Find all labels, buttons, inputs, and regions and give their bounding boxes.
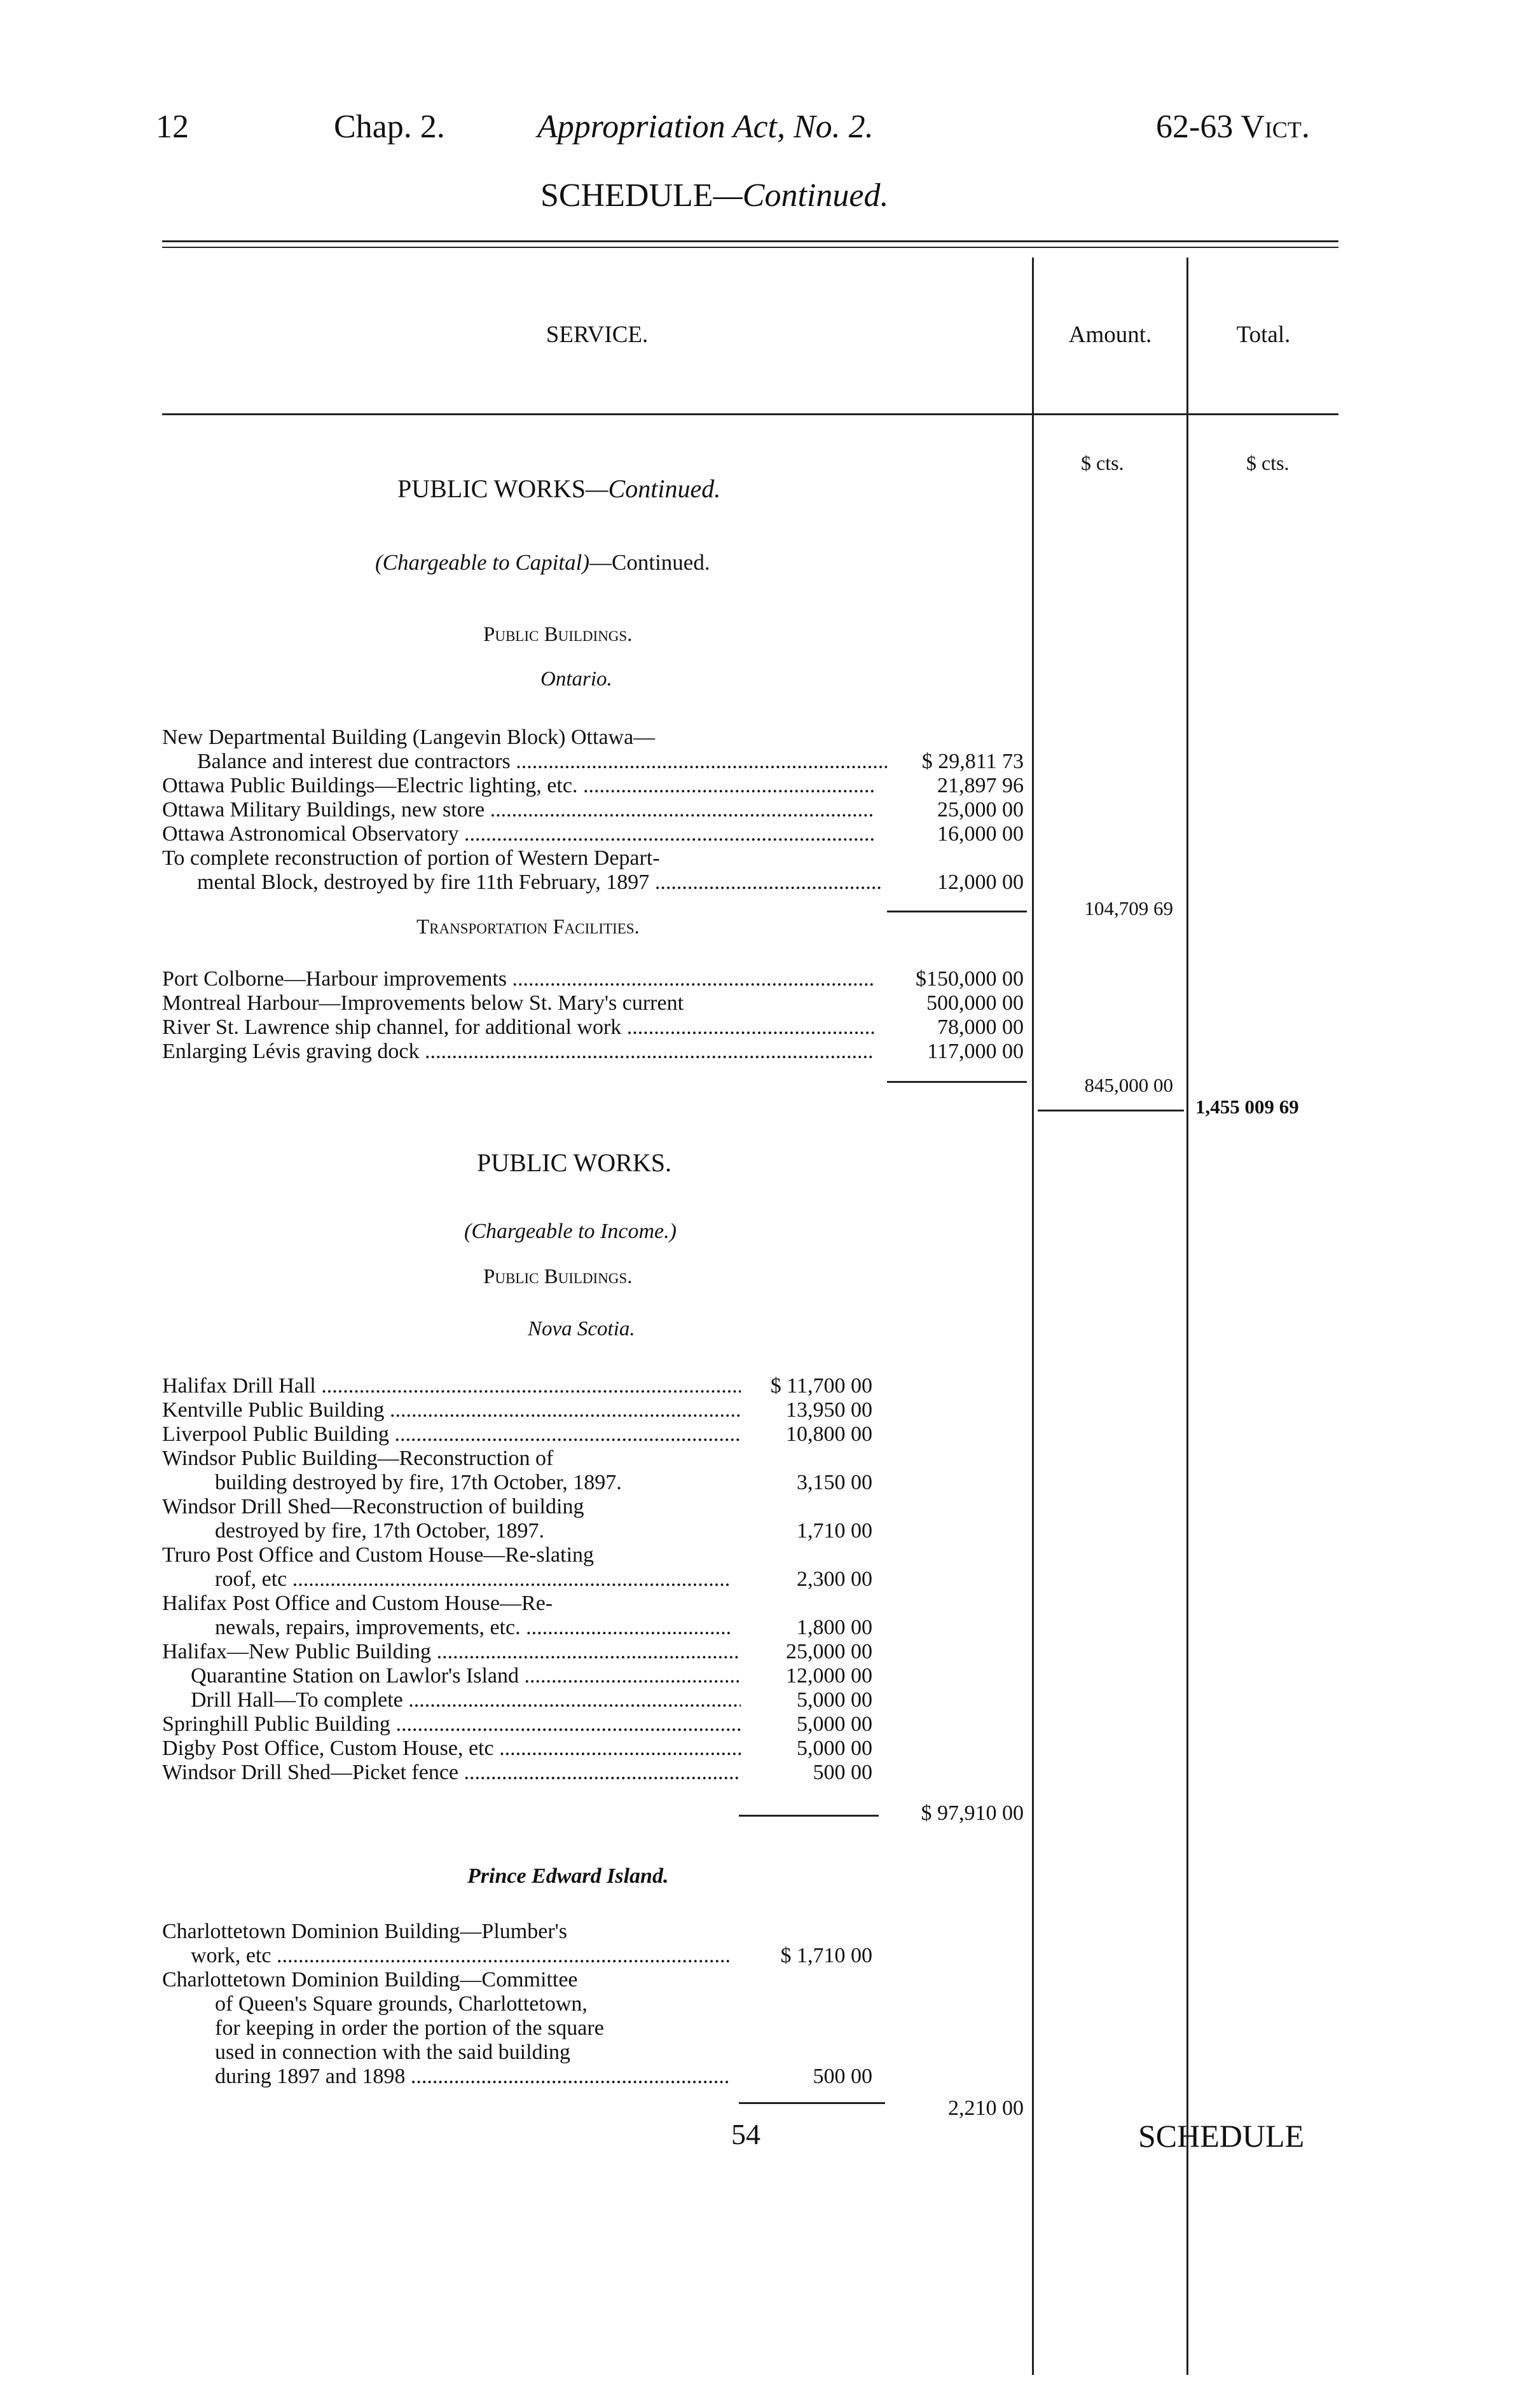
ns-item-0-amount: $ 11,700 00 [770, 1374, 872, 1398]
amount-units: $ cts. [1081, 451, 1124, 474]
ns-item-4-amount: 1,710 00 [797, 1519, 872, 1543]
ns-item-5-line1: Truro Post Office and Custom House—Re-slating [162, 1543, 595, 1567]
ontario-subtotal-rule [887, 911, 1027, 912]
schedule-title-suffix: —Continued. [713, 177, 889, 214]
page-folio: 54 [731, 2118, 760, 2150]
ontario-item-4-amount: 12,000 00 [937, 870, 1024, 894]
ns-item-9-label: Drill Hall—To complete ..... [191, 1688, 741, 1713]
transport-item-2-amount: 78,000 00 [937, 1015, 1024, 1039]
ontario-item-2-label: Ottawa Military Buildings, new store ..... [162, 797, 874, 823]
column-heading-amount: Amount. [1068, 322, 1152, 348]
ns-item-10-amount: 5,000 00 [797, 1712, 872, 1736]
transportation-heading: Transportation Facilities. [416, 916, 640, 939]
pei-item-1-line5: during 1897 and 1898 ..... [215, 2064, 730, 2089]
page-number: 12 [156, 109, 189, 145]
transport-item-0-label: Port Colborne—Harbour improvements ..... [162, 967, 874, 992]
capital-public-buildings: Public Buildings. [483, 623, 633, 646]
pei-item-0-amount: $ 1,710 00 [780, 1944, 872, 1967]
ns-item-3-amount: 3,150 00 [797, 1471, 872, 1494]
ontario-item-0-amount: $ 29,811 73 [921, 750, 1024, 773]
ns-item-2-label: Liverpool Public Building ..... [162, 1422, 741, 1447]
total-units: $ cts. [1246, 451, 1289, 474]
pei-item-1-line1: Charlottetown Dominion Building—Committee [162, 1968, 578, 1992]
capital-chargeable-italic: (Chargeable to Capital) [375, 550, 590, 575]
ns-item-10-label: Springhill Public Building ..... [162, 1712, 741, 1737]
heading-rule [162, 413, 1338, 415]
ns-item-5-line2: roof, etc ..... [215, 1567, 730, 1592]
ns-item-4-line2: destroyed by fire, 17th October, 1897. [215, 1519, 544, 1543]
ns-item-11-label: Digby Post Office, Custom House, etc ..... [162, 1736, 741, 1761]
top-rule-inner [162, 247, 1338, 248]
column-divider-total [1186, 258, 1188, 2375]
ns-item-9-amount: 5,000 00 [797, 1688, 872, 1712]
ontario-item-0-line2: Balance and interest due contractors ..... [197, 749, 887, 774]
top-rule [162, 240, 1338, 242]
capital-heading [397, 474, 720, 504]
ns-item-0-label: Halifax Drill Hall ..... [162, 1373, 741, 1399]
ontario-item-4-line1: To complete reconstruction of portion of Western Depart- [162, 846, 660, 870]
schedule-title-main: SCHEDULE [540, 177, 713, 214]
ns-item-6-amount: 1,800 00 [797, 1616, 872, 1639]
income-public-buildings: Public Buildings. [483, 1265, 633, 1288]
ns-item-7-amount: 25,000 00 [786, 1640, 872, 1663]
ns-item-4-line1: Windsor Drill Shed—Reconstruction of building [162, 1495, 584, 1518]
capital-heading-suffix: —Continued. [585, 474, 721, 503]
act-title: Appropriation Act, No. 2. [537, 109, 874, 145]
ontario-heading: Ontario. [540, 668, 612, 691]
ontario-item-0-line1: New Departmental Building (Langevin Block) Ottawa— [162, 726, 656, 749]
transport-item-1-label: Montreal Harbour—Improvements below St. Mary's current [162, 991, 684, 1015]
ns-item-6-line1: Halifax Post Office and Custom House—Re- [162, 1592, 553, 1615]
capital-chargeable [375, 550, 710, 575]
ns-item-5-amount: 2,300 00 [797, 1567, 872, 1591]
amount-total-rule [1038, 1110, 1184, 1111]
capital-heading-main: PUBLIC WORKS [397, 474, 586, 503]
capital-chargeable-suffix: —Continued. [589, 550, 710, 575]
ontario-item-1-label: Ottawa Public Buildings—Electric lighting, etc. ..... [162, 773, 874, 799]
ns-subtotal-rule [739, 1815, 879, 1817]
ns-item-1-amount: 13,950 00 [786, 1398, 872, 1422]
ns-item-8-label: Quarantine Station on Lawlor's Island ..... [191, 1663, 741, 1689]
column-divider-amount [1032, 258, 1034, 2375]
transport-item-1-amount: 500,000 00 [926, 991, 1024, 1015]
transport-subtotal: 845,000 00 [1084, 1074, 1173, 1096]
ontario-item-3-amount: 16,000 00 [937, 822, 1024, 846]
pei-subtotal: 2,210 00 [948, 2096, 1024, 2120]
ontario-item-3-label: Ottawa Astronomical Observatory ..... [162, 822, 874, 847]
pei-subtotal-rule [739, 2102, 885, 2104]
nova-scotia-heading: Nova Scotia. [528, 1317, 635, 1340]
ontario-item-4-line2: mental Block, destroyed by fire 11th February, 1897 ..... [197, 870, 881, 895]
income-heading: PUBLIC WORKS. [477, 1148, 671, 1177]
column-heading-total: Total. [1236, 322, 1291, 348]
ns-item-12-label: Windsor Drill Shed—Picket fence ..... [162, 1760, 741, 1785]
ns-item-3-line2: building destroyed by fire, 17th October, 1897. [215, 1471, 622, 1494]
pei-item-1-line4: used in connection with the said building [215, 2040, 571, 2064]
transport-item-3-label: Enlarging Lévis graving dock ..... [162, 1039, 874, 1064]
ns-item-11-amount: 5,000 00 [797, 1737, 872, 1760]
regnal-year: 62-63 Vict. [1156, 109, 1310, 145]
transport-subtotal-rule [887, 1081, 1027, 1083]
ns-item-7-label: Halifax—New Public Building ..... [162, 1639, 741, 1665]
ns-item-12-amount: 500 00 [813, 1761, 872, 1784]
catchword: SCHEDULE [1138, 2118, 1305, 2154]
ns-item-1-label: Kentville Public Building ..... [162, 1398, 741, 1423]
ontario-subtotal: 104,709 69 [1084, 897, 1173, 919]
pei-item-1-line3: for keeping in order the portion of the square [215, 2016, 604, 2040]
grand-total: 1,455 009 69 [1195, 1096, 1299, 1118]
pei-item-1-line2: of Queen's Square grounds, Charlottetown, [215, 1992, 588, 2016]
ontario-item-1-amount: 21,897 96 [937, 774, 1024, 797]
transport-item-0-amount: $150,000 00 [916, 967, 1024, 991]
transport-item-3-amount: 117,000 00 [927, 1040, 1024, 1063]
ns-item-6-line2: newals, repairs, improvements, etc. ..... [215, 1615, 730, 1641]
schedule-title [540, 177, 888, 214]
income-chargeable: (Chargeable to Income.) [464, 1220, 677, 1243]
chapter-label: Chap. 2. [334, 109, 445, 145]
transport-item-2-label: River St. Lawrence ship channel, for additional work ..... [162, 1015, 874, 1040]
ns-item-2-amount: 10,800 00 [786, 1422, 872, 1446]
ontario-item-2-amount: 25,000 00 [937, 798, 1024, 822]
pei-item-1-amount: 500 00 [813, 2065, 872, 2088]
ns-item-3-line1: Windsor Public Building—Reconstruction of [162, 1447, 554, 1470]
pei-item-0-line2: work, etc ..... [191, 1943, 731, 1969]
ns-subtotal: $ 97,910 00 [921, 1801, 1024, 1825]
ns-item-8-amount: 12,000 00 [786, 1664, 872, 1688]
pei-item-0-line1: Charlottetown Dominion Building—Plumber's [162, 1920, 568, 1943]
pei-heading: Prince Edward Island. [467, 1864, 669, 1888]
column-heading-service: SERVICE. [546, 322, 649, 348]
